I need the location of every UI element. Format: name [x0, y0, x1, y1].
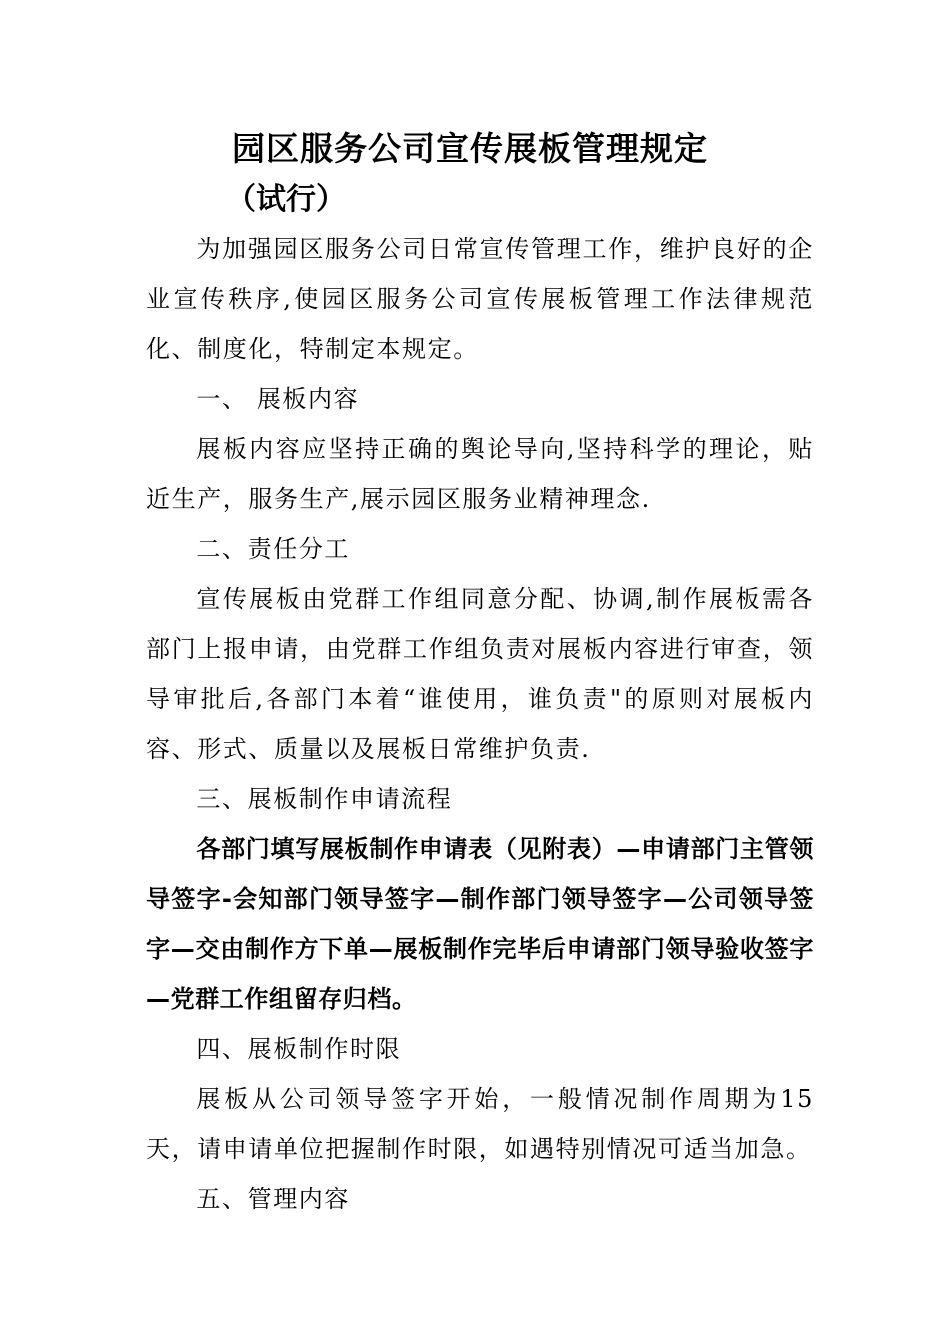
section-heading-timelimit: 四、展板制作时限 — [196, 1035, 402, 1063]
document-body — [146, 224, 814, 1224]
document-subtitle: （试行） — [226, 182, 346, 217]
section-heading-process: 三、展板制作申请流程 — [196, 785, 453, 813]
responsibility-paragraph: 宣传展板由党群工作组同意分配、协调,制作展板需各部门上报申请，由党群工作组负责对展板内容进行审查，领导审批后,各部门本着“谁使用，谁负责"的原则对展板内容、形式、质量以及展板日常维护负责. — [146, 585, 814, 763]
section-heading-content: 一、 展板内容 — [196, 385, 360, 413]
process-paragraph: 各部门填写展板制作申请表（见附表）—申请部门主管领导签字-会知部门领导签字—制作部门领导签字—公司领导签字—交由制作方下单—展板制作完毕后申请部门领导验收签字—党群工作组留存归档。 — [146, 835, 814, 1013]
section-heading-responsibility: 二、责任分工 — [196, 535, 350, 563]
intro-paragraph: 为加强园区服务公司日常宣传管理工作，维护良好的企业宣传秩序,使园区服务公司宣传展板管理工作法律规范化、制度化，特制定本规定。 — [146, 235, 814, 363]
timelimit-paragraph: 展板从公司领导签字开始，一般情况制作周期为15天，请申请单位把握制作时限，如遇特别情况可适当加急。 — [146, 1085, 814, 1163]
document-title: 园区服务公司宣传展板管理规定 — [232, 129, 708, 168]
content-paragraph: 展板内容应坚持正确的舆论导向,坚持科学的理论，贴近生产，服务生产,展示园区服务业精神理念. — [146, 435, 814, 513]
section-heading-management: 五、管理内容 — [196, 1185, 350, 1213]
